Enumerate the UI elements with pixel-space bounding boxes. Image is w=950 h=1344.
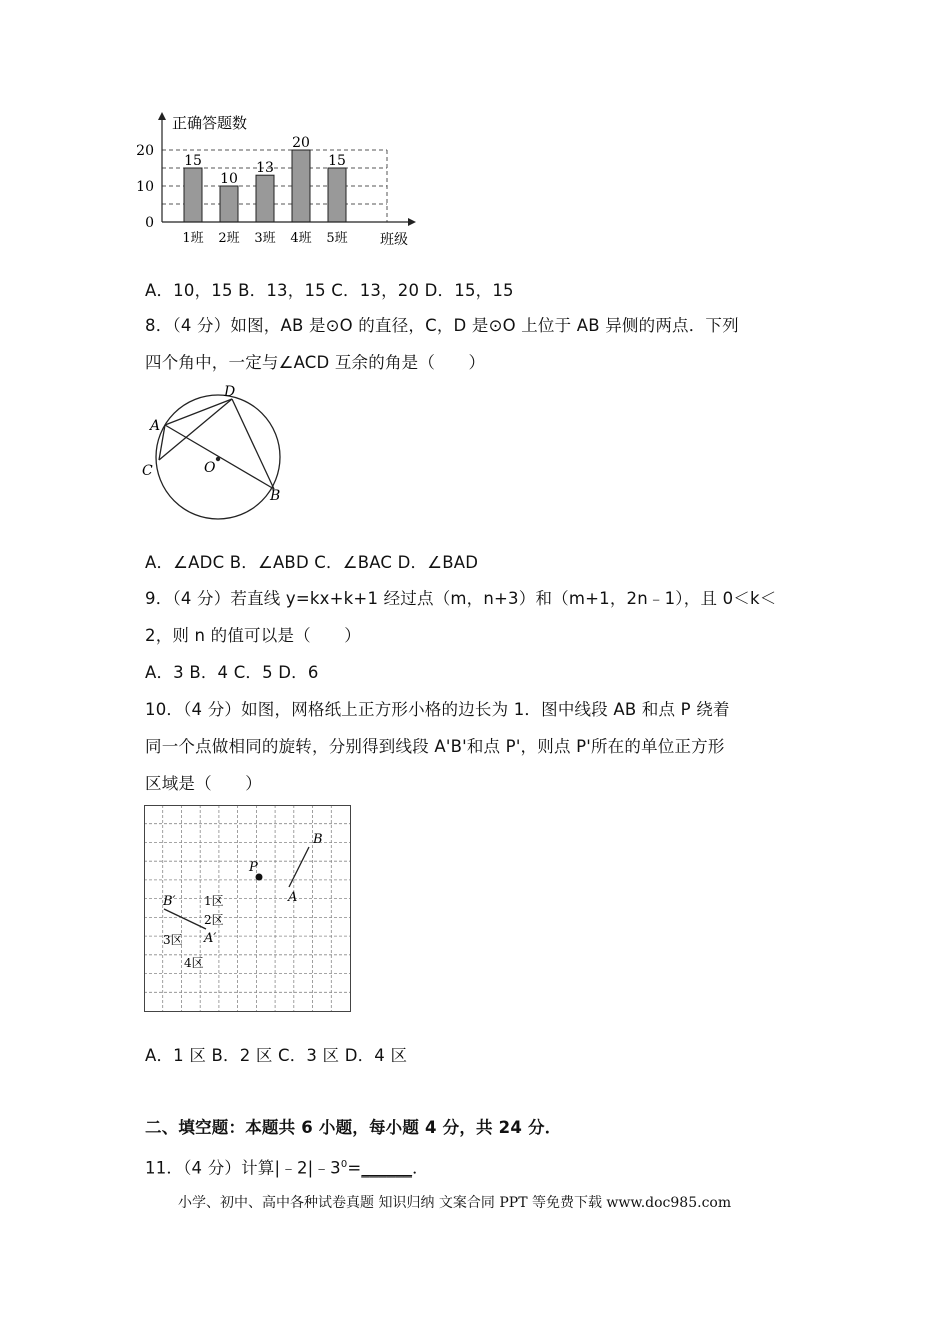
grid-label-p: P <box>249 860 258 875</box>
circle-figure <box>138 380 298 530</box>
zone-1-label: 1区 <box>204 894 224 908</box>
x-axis-label: 班级 <box>380 232 408 248</box>
segment-cd <box>159 399 232 460</box>
label-d: D <box>224 384 236 400</box>
bar-value-0: 15 <box>184 153 202 169</box>
segment-db <box>232 399 274 489</box>
grid-label-a: A <box>288 890 298 905</box>
category-label-4: 5班 <box>326 231 348 246</box>
zone-2-label: 2区 <box>204 913 224 927</box>
q11-equals: = <box>347 1158 362 1178</box>
q9-options: A．3 B．4 C．5 D．6 <box>145 663 319 682</box>
bar-1 <box>220 186 238 222</box>
q10-options: A．1 区 B．2 区 C．3 区 D．4 区 <box>145 1046 408 1065</box>
q8-options: A．∠ADC B．∠ABD C．∠BAC D．∠BAD <box>145 553 479 572</box>
zone-4-label: 4区 <box>184 956 204 970</box>
grid-figure <box>144 805 354 1015</box>
y-axis-label: 正确答题数 <box>172 114 248 132</box>
segment-ab-grid <box>289 847 309 887</box>
category-label-2: 3班 <box>254 231 276 246</box>
bar-chart <box>138 108 418 253</box>
grid-label-b-prime: B′ <box>163 894 176 909</box>
bar-value-1: 10 <box>220 171 238 187</box>
section-2-heading: 二、填空题：本题共 6 小题，每小题 4 分，共 24 分． <box>145 1118 562 1137</box>
y-tick-0: 0 <box>145 215 154 231</box>
q10-line2: 同一个点做相同的旋转，分别得到线段 A'B'和点 P'，则点 P'所在的单位正方形 <box>145 737 725 756</box>
grid-label-a-prime: A′ <box>204 931 217 946</box>
center-dot <box>216 457 220 461</box>
segment-ab <box>165 425 274 489</box>
bar-0 <box>184 168 202 222</box>
label-o: O <box>204 460 216 476</box>
y-tick-1: 10 <box>136 179 154 195</box>
label-b: B <box>270 488 281 504</box>
q11-prefix: 11．（4 分）计算|﹣2|﹣3 <box>145 1158 341 1178</box>
category-label-1: 2班 <box>218 231 240 246</box>
q11-end: ． <box>412 1158 429 1178</box>
bar-value-3: 20 <box>292 135 310 151</box>
page-footer: 小学、初中、高中各种试卷真题 知识归纳 文案合同 PPT 等免费下载 www.doc985.com <box>178 1195 732 1211</box>
bar-4 <box>328 168 346 222</box>
q9-line2: 2，则 n 的值可以是（ ） <box>145 626 361 645</box>
x-axis-arrow <box>408 218 416 226</box>
q10-line3: 区域是（ ） <box>145 774 262 793</box>
q11-exponent: 0 <box>340 1159 348 1170</box>
q11-line <box>145 1155 429 1179</box>
segment-a2b2-grid <box>164 909 206 929</box>
label-a: A <box>150 418 161 434</box>
q11-answer-blank: ______ <box>361 1158 413 1178</box>
q10-line1: 10．（4 分）如图，网格纸上正方形小格的边长为 1．图中线段 AB 和点 P 绕着 <box>145 700 730 719</box>
q8-line1: 8．（4 分）如图，AB 是⊙O 的直径，C，D 是⊙O 上位于 AB 异侧的两点．下列 <box>145 316 739 335</box>
y-tick-2: 20 <box>136 143 154 159</box>
label-c: C <box>142 463 153 479</box>
q9-line1: 9．（4 分）若直线 y=kx+k+1 经过点（m，n+3）和（m+1，2n﹣1），且 0＜k＜ <box>145 589 777 608</box>
bar-3 <box>292 150 310 222</box>
q7-options: A．10，15 B．13，15 C．13，20 D．15，15 <box>145 281 514 300</box>
q8-line2: 四个角中，一定与∠ACD 互余的角是（ ） <box>145 353 486 372</box>
bar-value-4: 15 <box>328 153 346 169</box>
grid-label-b: B <box>313 832 323 847</box>
category-label-0: 1班 <box>182 231 204 246</box>
y-axis-arrow <box>158 112 166 120</box>
bar-value-2: 13 <box>256 160 274 177</box>
bar-2 <box>256 175 274 222</box>
zone-3-label: 3区 <box>163 933 183 947</box>
category-label-3: 4班 <box>290 231 312 246</box>
